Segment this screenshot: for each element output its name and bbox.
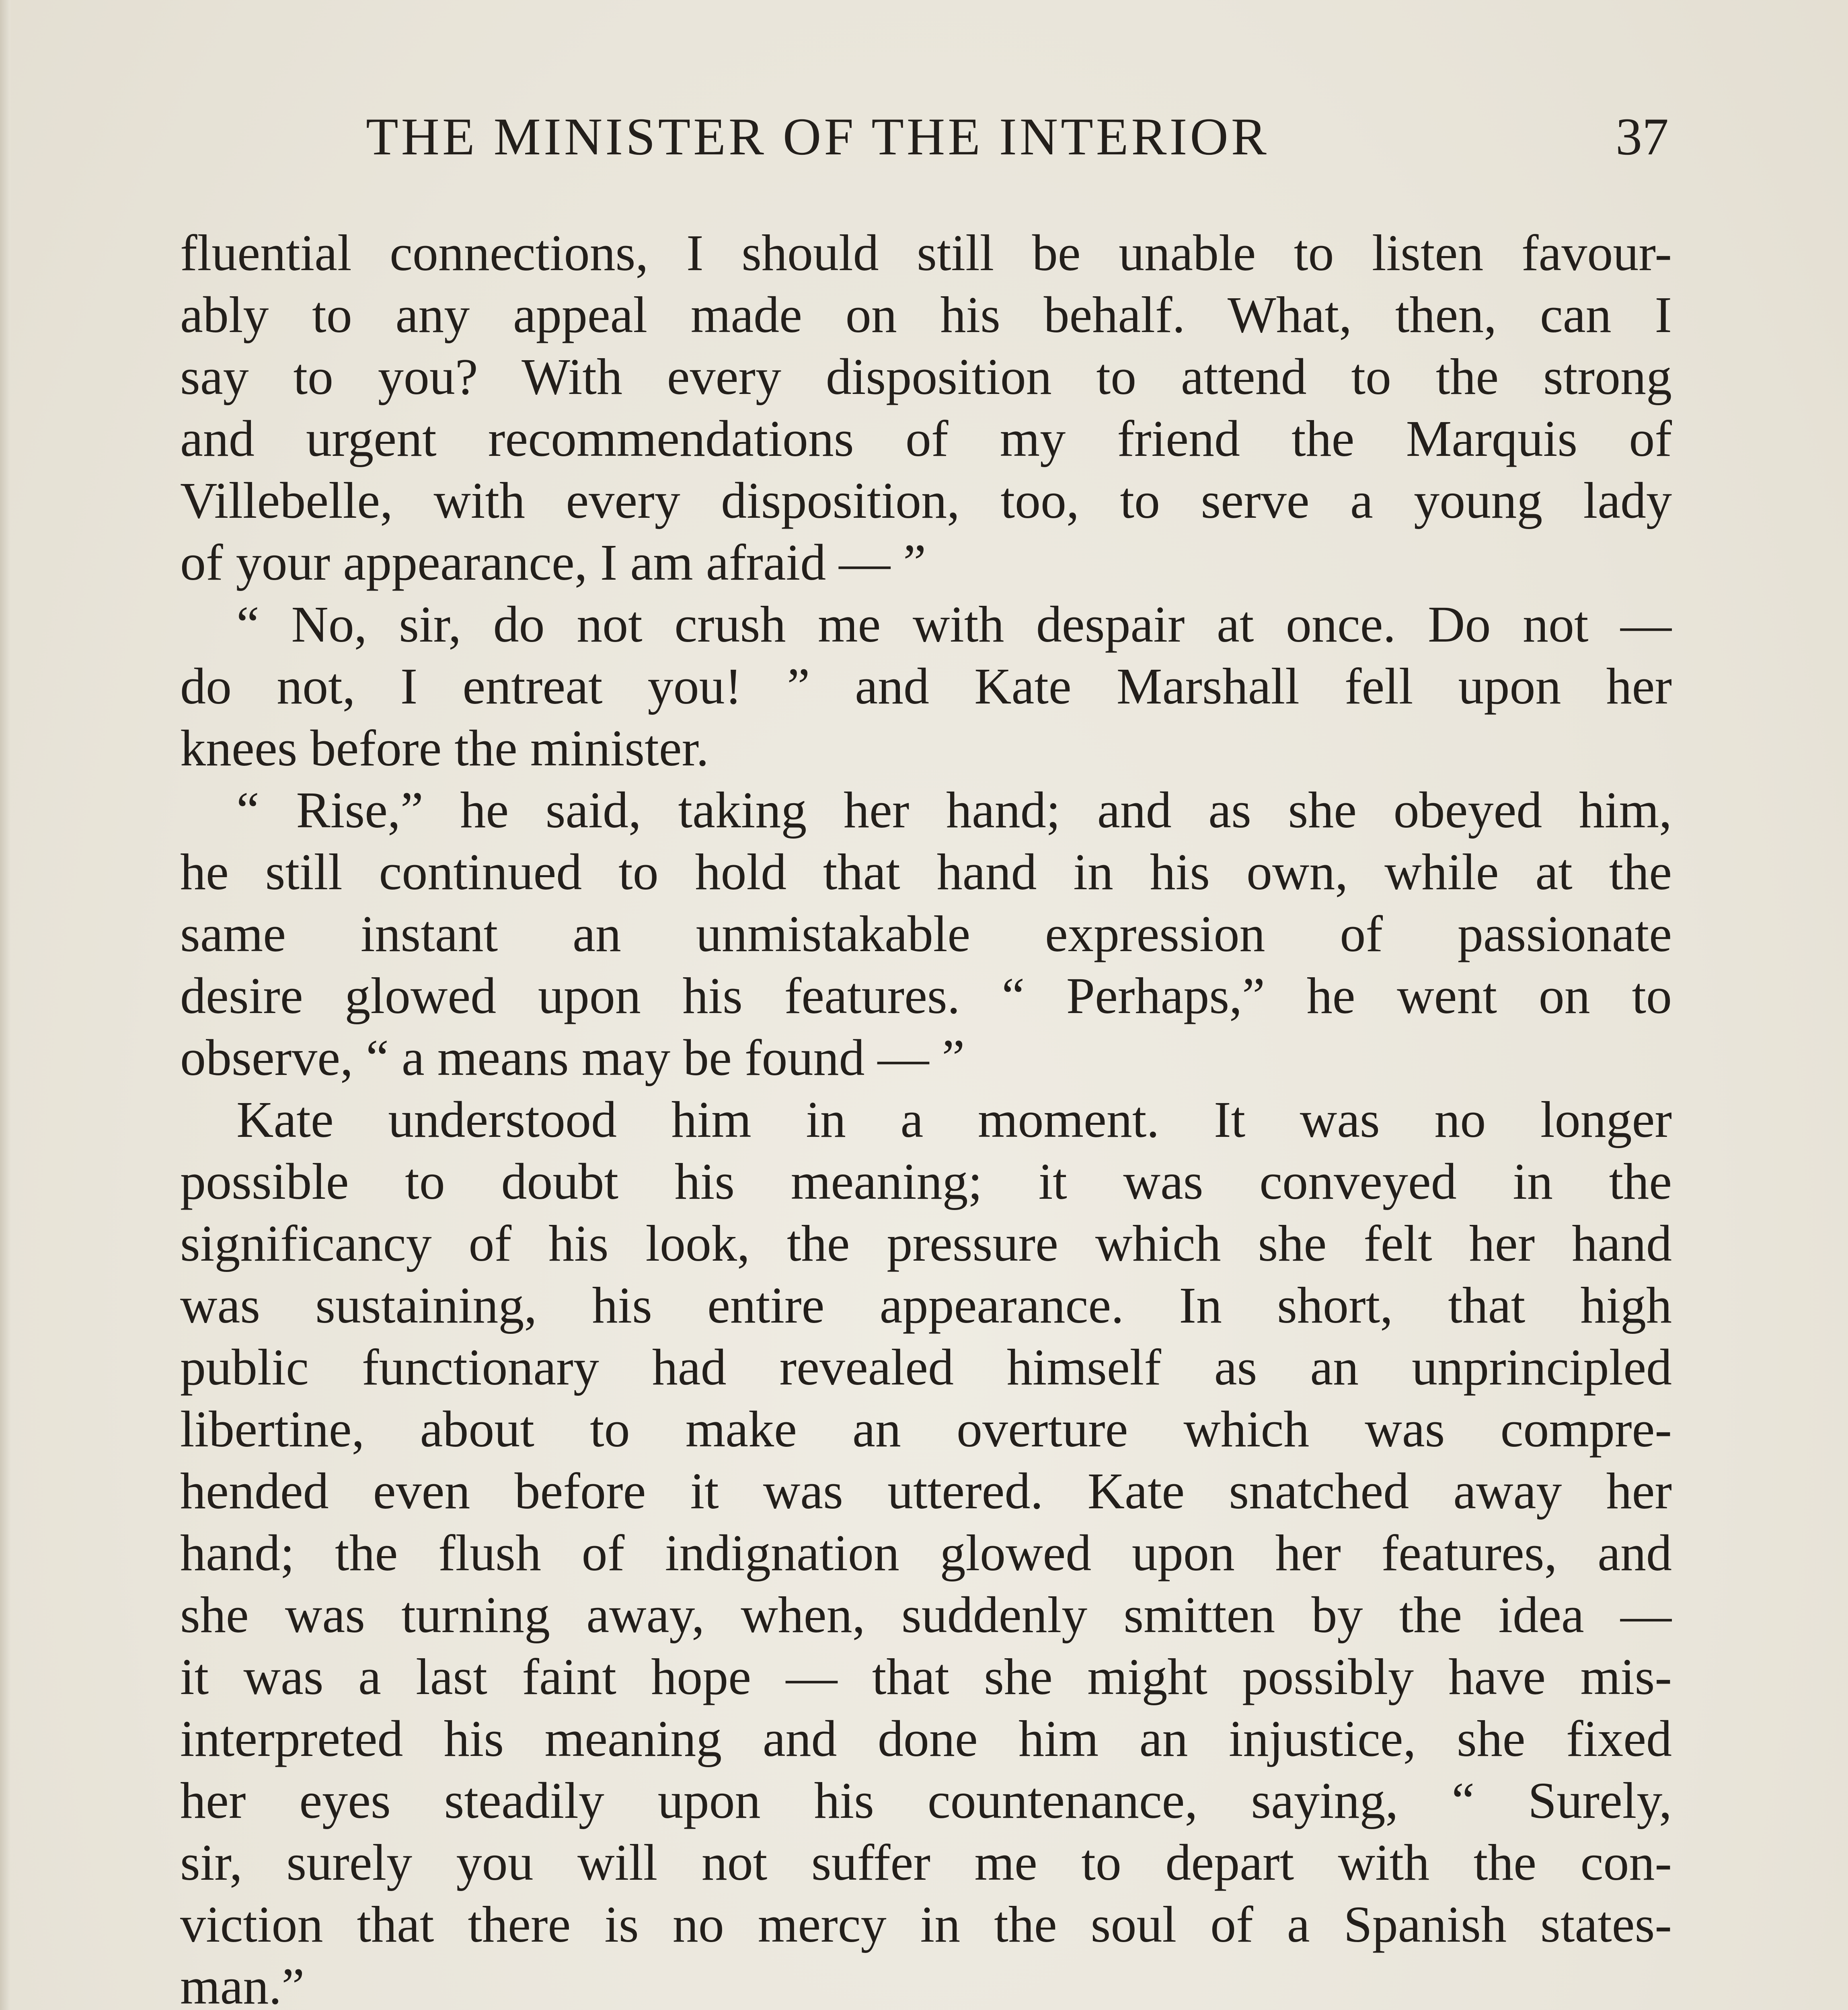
text-line: hand; the flush of indignation glowed upon her features, and bbox=[180, 1524, 1672, 1581]
text-line: say to you? With every disposition to attend to the strong bbox=[180, 348, 1672, 405]
text-line: fluential connections, I should still be unable to listen favour- bbox=[180, 224, 1672, 281]
page-number: 37 bbox=[1616, 107, 1669, 166]
text-line: Villebelle, with every disposition, too, to serve a young lady bbox=[180, 472, 1672, 529]
text-line: of your appearance, I am afraid — ” bbox=[180, 534, 926, 591]
text-line: he still continued to hold that hand in his own, while at the bbox=[180, 843, 1672, 900]
text-line: do not, I entreat you! ” and Kate Marshall fell upon her bbox=[180, 658, 1672, 715]
text-line: knees before the minister. bbox=[180, 720, 709, 777]
text-line: libertine, about to make an overture which was compre- bbox=[180, 1401, 1672, 1458]
text-line: public functionary had revealed himself as an unprincipled bbox=[180, 1339, 1672, 1396]
text-line: observe, “ a means may be found — ” bbox=[180, 1029, 965, 1086]
text-line: viction that there is no mercy in the soul of a Spanish states- bbox=[180, 1896, 1672, 1953]
text-line: possible to doubt his meaning; it was conveyed in the bbox=[180, 1153, 1672, 1210]
running-head-title: THE MINISTER OF THE INTERIOR bbox=[366, 107, 1269, 166]
text-line: same instant an unmistakable expression of passionate bbox=[180, 905, 1672, 962]
running-head bbox=[181, 105, 1669, 169]
text-line: and urgent recommendations of my friend the Marquis of bbox=[180, 410, 1672, 467]
page-edge-shadow bbox=[0, 0, 10, 2010]
text-line: sir, surely you will not suffer me to depart with the con- bbox=[180, 1834, 1672, 1891]
text-line: interpreted his meaning and done him an injustice, she fixed bbox=[180, 1710, 1672, 1767]
body-text bbox=[180, 222, 1672, 2010]
text-line: her eyes steadily upon his countenance, saying, “ Surely, bbox=[180, 1772, 1672, 1829]
text-line: hended even before it was uttered. Kate snatched away her bbox=[180, 1462, 1672, 1520]
text-line: it was a last faint hope — that she might possibly have mis- bbox=[180, 1648, 1672, 1705]
text-line: she was turning away, when, suddenly smitten by the idea — bbox=[180, 1586, 1672, 1643]
text-line: ably to any appeal made on his behalf. What, then, can I bbox=[180, 286, 1672, 343]
text-line: Kate understood him in a moment. It was no longer bbox=[236, 1091, 1672, 1148]
text-line: man.” bbox=[180, 1958, 305, 2010]
text-line: was sustaining, his entire appearance. In short, that high bbox=[180, 1277, 1672, 1334]
text-line: desire glowed upon his features. “ Perhaps,” he went on to bbox=[180, 967, 1672, 1024]
text-line: “ No, sir, do not crush me with despair at once. Do not — bbox=[236, 596, 1672, 653]
text-line: significancy of his look, the pressure which she felt her hand bbox=[180, 1215, 1672, 1272]
text-line: “ Rise,” he said, taking her hand; and as she obeyed him, bbox=[236, 781, 1672, 839]
